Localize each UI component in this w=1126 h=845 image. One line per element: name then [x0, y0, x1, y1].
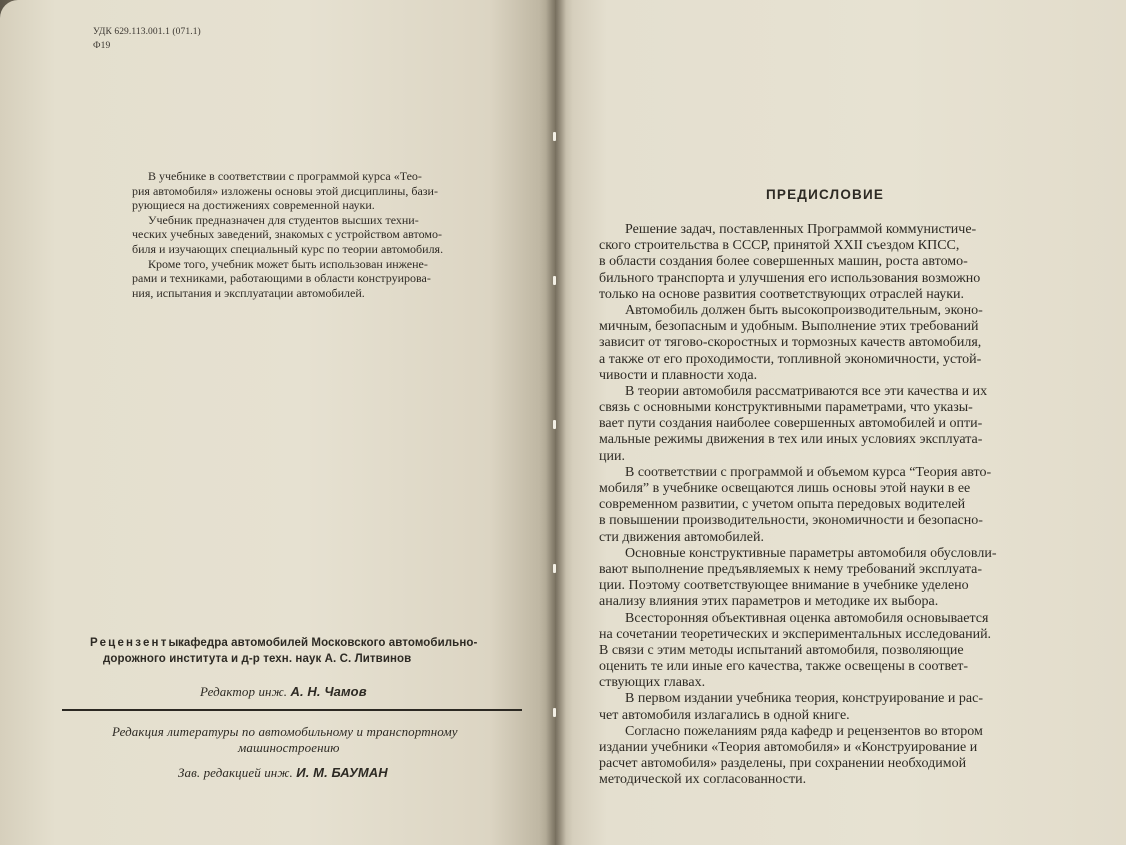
preface-line: ского строительства в СССР, принятой XXII съездом КПСС, — [599, 238, 960, 254]
preface-line: Согласно пожеланиям ряда кафедр и рецензентов во втором — [625, 723, 983, 739]
abstract — [132, 169, 443, 300]
preface-line: только на основе развития соответствующих отраслей науки. — [599, 286, 964, 302]
left-page — [0, 0, 556, 845]
book-gutter — [546, 0, 566, 845]
head-editor-prefix: Зав. редакцией инж. — [178, 765, 293, 780]
preface-line: Основные конструктивные параметры автомобиля обусловли- — [625, 545, 997, 561]
preface-line: Всесторонняя объективная оценка автомобиля основывается — [625, 610, 989, 626]
preface-line: чет автомобиля излагались в одной книге. — [599, 707, 850, 723]
preface-line: ции. — [599, 448, 625, 464]
preface-line: в повышении производительности, экономичности и безопасно- — [599, 513, 983, 529]
abstract-line: биля и изучающих специальный курс по теории автомобиля. — [132, 241, 444, 256]
editor-prefix: Редактор инж. — [200, 684, 288, 699]
preface-line: мальные режимы движения в тех или иных условиях эксплуата- — [599, 432, 983, 448]
abstract-line: рами и техниками, работающими в области конструирова- — [132, 271, 431, 286]
head-editor-credit — [178, 765, 388, 781]
binding-stitch — [553, 564, 556, 573]
preface-line: вают выполнение предъявляемых к нему требований эксплуата- — [599, 561, 982, 577]
binding-stitch — [553, 420, 556, 429]
divider-rule — [62, 709, 522, 711]
preface-line: в области создания более совершенных машин, роста автомо- — [599, 254, 968, 270]
preface-line: современном развитии, с учетом опыта передовых водителей — [599, 497, 966, 513]
preface-line: издании учебники «Теория автомобиля» и «Конструирование и — [599, 740, 978, 755]
preface-line: ции. Поэтому соответствующее внимание в учебнике уделено — [599, 578, 969, 594]
preface-line: зависит от тягово-скоростных и тормозных качеств автомобиля, — [599, 335, 982, 351]
editorial-office: Редакция литературы по автомобильному и транспортному — [112, 724, 458, 739]
abstract-line: Учебник предназначен для студентов высших техни- — [148, 212, 419, 227]
abstract-line: рия автомобиля» изложены основы этой дисциплины, бази- — [132, 183, 438, 198]
preface-line: связь с основными конструктивными параметрами, что указы- — [599, 400, 973, 416]
preface-line: а также от его проходимости, топливной экономичности, устой- — [599, 351, 982, 367]
head-editor-name: И. М. БАУМАН — [296, 765, 388, 780]
abstract-line: ческих учебных заведений, знакомых с устройством автомо- — [132, 227, 442, 242]
page-title: ПРЕДИСЛОВИЕ — [766, 187, 885, 202]
binding-stitch — [553, 132, 556, 141]
preface-line: чивости и плавности хода. — [599, 367, 758, 383]
preface-line: Решение задач, поставленных Программой коммунистиче- — [625, 222, 977, 237]
abstract-line: рующиеся на достижениях современной науки. — [132, 198, 375, 213]
preface-line: методической их согласованности. — [599, 772, 807, 788]
right-page — [556, 0, 1126, 845]
preface-line: оценить те или иные его качества, также освещены в соответ- — [599, 659, 969, 675]
classification-code: Ф19 — [93, 41, 111, 51]
preface-line: В первом издании учебника теория, конструирование и рас- — [625, 691, 983, 707]
preface-line: на сочетании теоретических и экспериментальных исследований. — [599, 626, 992, 642]
preface-line: В связи с этим методы испытаний автомобиля, позволяющие — [599, 642, 964, 658]
preface-line: сти движения автомобилей. — [599, 529, 764, 545]
preface-line: анализу влияния этих параметров и методике их выбора. — [599, 594, 939, 610]
preface-line: бильного транспорта и улучшения его использования возможно — [599, 270, 981, 286]
reviewers-label: Рецензенты: — [90, 637, 187, 649]
preface-line: мичным, безопасным и удобным. Выполнение этих требований — [599, 319, 979, 335]
editor-credit — [200, 684, 367, 700]
abstract-line: В учебнике в соответствии с программой курса «Тео- — [148, 169, 422, 183]
binding-stitch — [553, 708, 556, 717]
preface-line: расчет автомобиля» разделены, при сохранении необходимой — [599, 756, 967, 772]
preface-line: Автомобиль должен быть высокопроизводительным, эконо- — [625, 302, 983, 318]
preface-line: В теории автомобиля рассматриваются все эти качества и их — [625, 383, 988, 399]
reviewers-line: дорожного института и д-р техн. наук А. С. Литвинов — [103, 653, 412, 665]
binding-stitch — [553, 276, 556, 285]
reviewers-line: кафедра автомобилей Московского автомобильно- — [178, 637, 478, 649]
preface-line: ствующих главах. — [599, 675, 706, 691]
preface-line: вает пути создания наиболее совершенных автомобилей и опти- — [599, 416, 983, 432]
editor-name: А. Н. Чамов — [290, 684, 367, 699]
udk-code: УДК 629.113.001.1 (071.1) — [93, 27, 201, 37]
abstract-line: ния, испытания и эксплуатации автомобилей. — [132, 285, 365, 300]
preface-line: мобиля” в учебнике освещаются лишь основы этой науки в ее — [599, 481, 971, 496]
editorial-office: машиностроению — [238, 740, 340, 755]
preface-text — [599, 222, 996, 789]
preface-line: В соответствии с программой и объемом курса “Теория авто- — [625, 464, 992, 480]
abstract-line: Кроме того, учебник может быть использован инжене- — [148, 256, 428, 271]
